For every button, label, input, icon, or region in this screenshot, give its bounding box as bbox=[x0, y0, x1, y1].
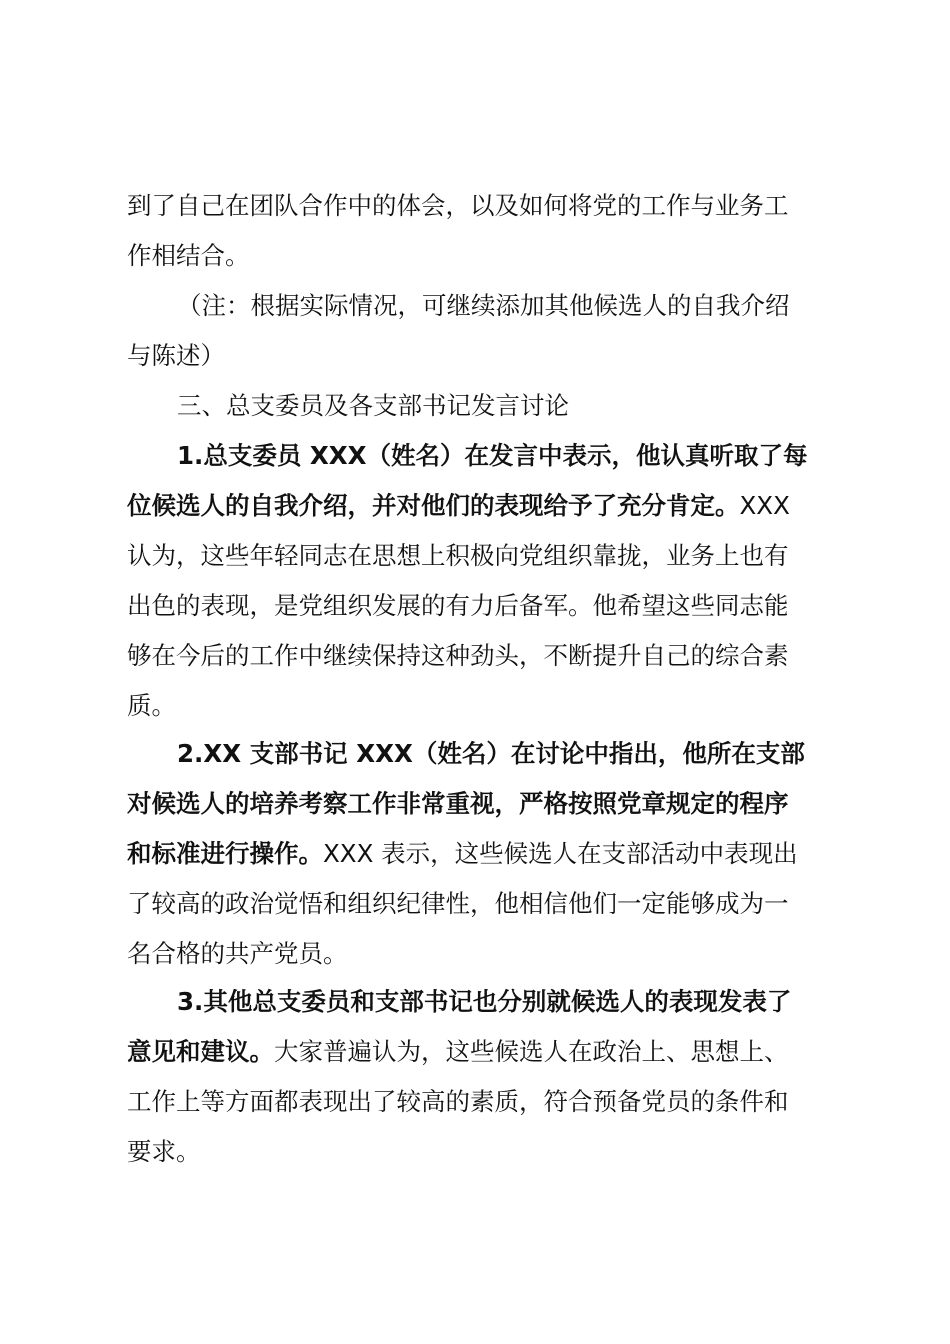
paragraph-line-bold: 3.其他总支委员和支部书记也分别就候选人的表现发表了 bbox=[177, 987, 792, 1016]
paragraph-line: 工作上等方面都表现出了较高的素质，符合预备党员的条件和 bbox=[127, 1087, 789, 1116]
paragraph-line: 够在今后的工作中继续保持这种劲头，不断提升自己的综合素 bbox=[127, 641, 789, 670]
paragraph-line-bold: 1.总支委员 XXX（姓名）在发言中表示，他认真听取了每 bbox=[177, 441, 808, 470]
paragraph-line: 出色的表现，是党组织发展的有力后备军。他希望这些同志能 bbox=[127, 591, 789, 620]
paragraph-line: 作相结合。 bbox=[127, 241, 250, 270]
bold-span: 意见和建议。 bbox=[127, 1037, 274, 1066]
paragraph-line-bold: 对候选人的培养考察工作非常重视，严格按照党章规定的程序 bbox=[127, 789, 789, 818]
plain-span: 大家普遍认为，这些候选人在政治上、思想上、 bbox=[274, 1037, 789, 1066]
note-line: （注：根据实际情况，可继续添加其他候选人的自我介绍 bbox=[177, 291, 790, 320]
paragraph-line-mixed bbox=[127, 481, 832, 531]
paragraph-line: 了较高的政治觉悟和组织纪律性，他相信他们一定能够成为一 bbox=[127, 889, 789, 918]
plain-span: XXX bbox=[739, 491, 790, 520]
paragraph-line: 名合格的共产党员。 bbox=[127, 939, 348, 968]
section-heading: 三、总支委员及各支部书记发言讨论 bbox=[177, 391, 569, 420]
paragraph-line-mixed bbox=[127, 829, 832, 879]
paragraph-line: 认为，这些年轻同志在思想上积极向党组织靠拢，业务上也有 bbox=[127, 541, 789, 570]
plain-span: XXX 表示，这些候选人在支部活动中表现出 bbox=[323, 839, 798, 868]
bold-span: 位候选人的自我介绍，并对他们的表现给予了充分肯定。 bbox=[127, 491, 740, 520]
paragraph-line: 质。 bbox=[127, 691, 176, 720]
paragraph-line-bold: 2.XX 支部书记 XXX（姓名）在讨论中指出，他所在支部 bbox=[177, 739, 805, 768]
paragraph-line: 到了自己在团队合作中的体会，以及如何将党的工作与业务工 bbox=[127, 191, 789, 220]
paragraph-line-mixed bbox=[127, 1027, 832, 1077]
bold-span: 和标准进行操作。 bbox=[127, 839, 323, 868]
note-line: 与陈述） bbox=[127, 341, 225, 370]
paragraph-line: 要求。 bbox=[127, 1137, 201, 1166]
